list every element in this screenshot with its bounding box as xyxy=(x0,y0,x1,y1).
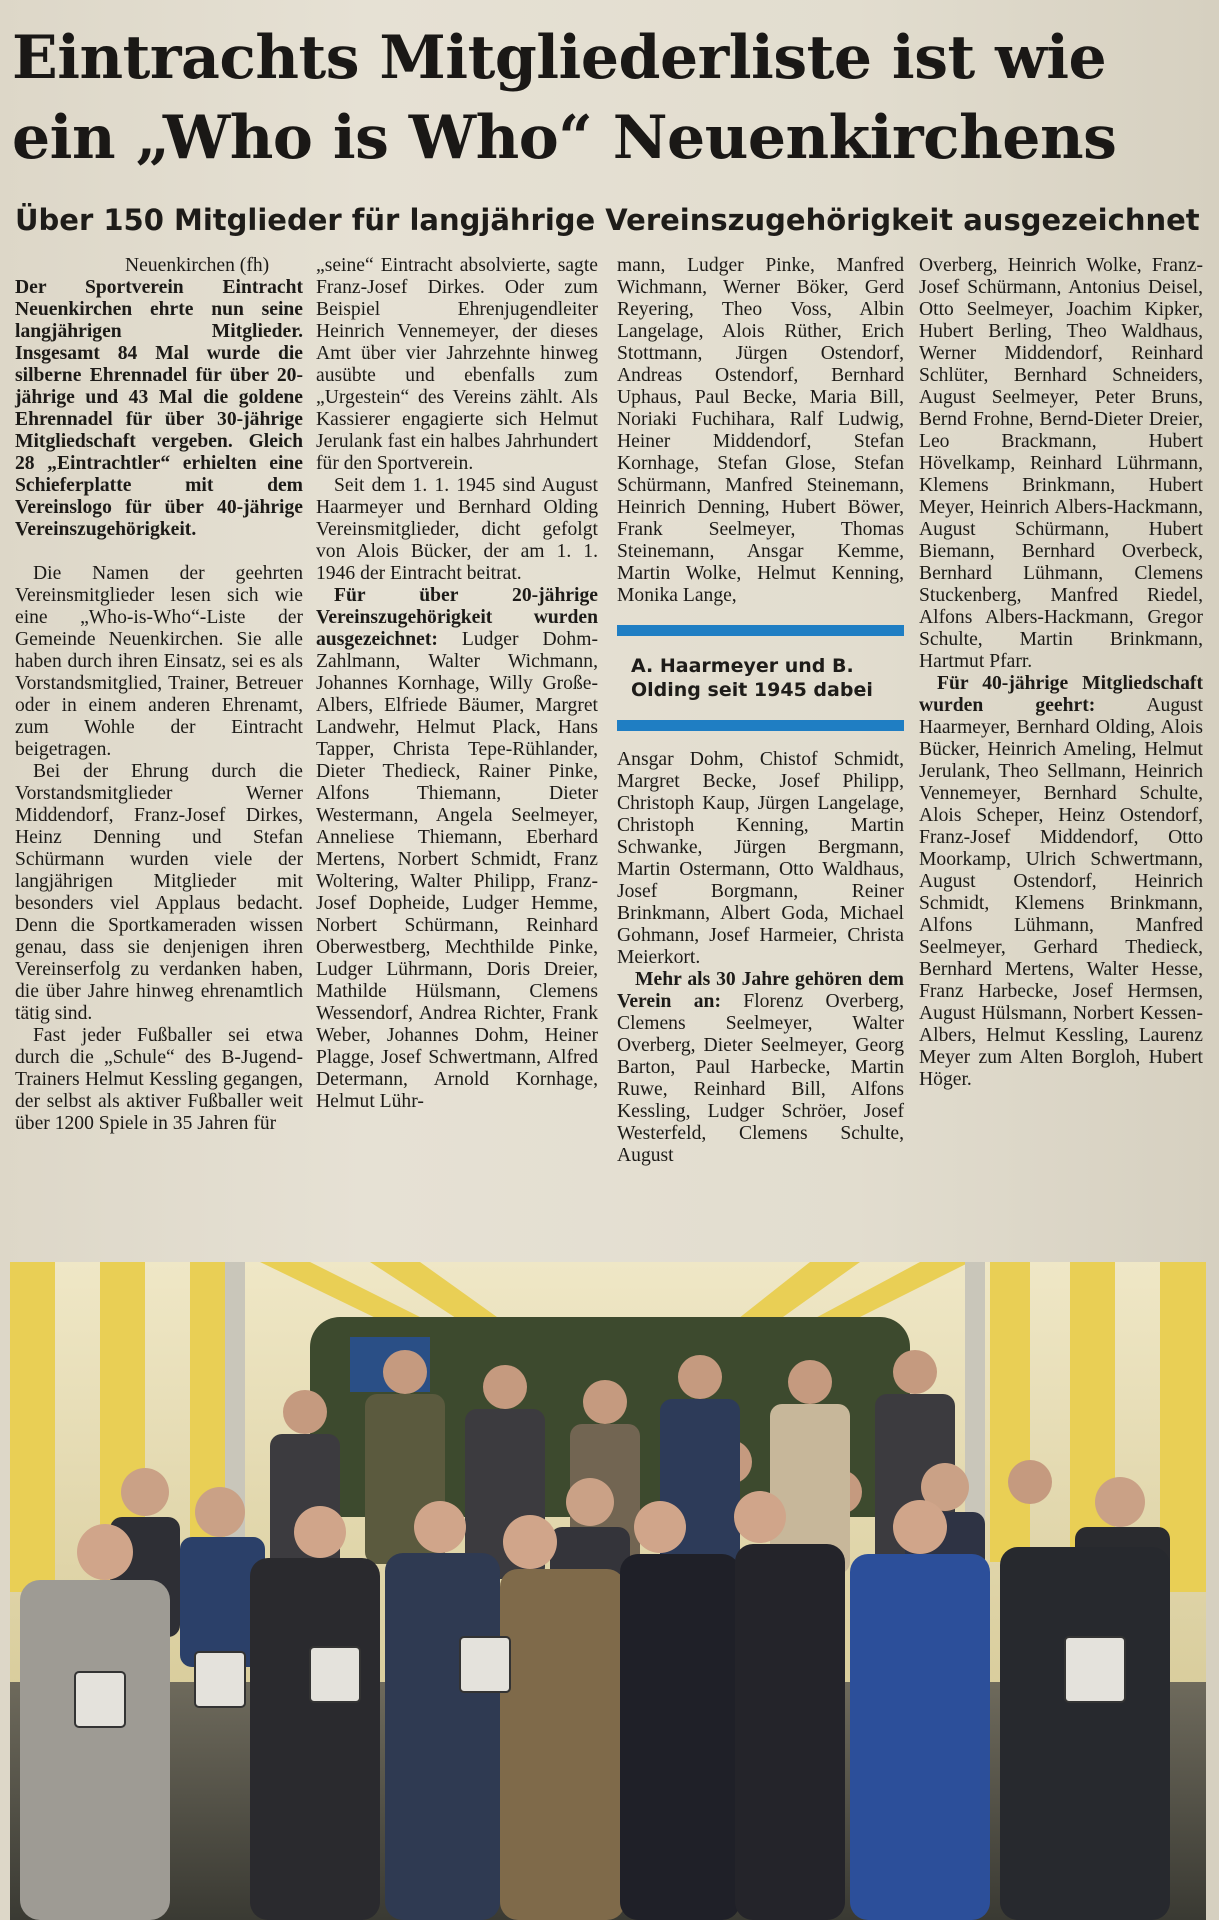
list-30-names: Florenz Overberg, Clemens Seelmeyer, Walter Overberg, Dieter Seelmeyer, Georg Barton, Paul Harbecke, Martin Ruwe, Reinhard Bill, Alfons Kessling, Ludger Schröer, Josef Westerfeld, Clemens Schulte, August xyxy=(617,991,904,1166)
body-paragraph-3: Fast jeder Fußballer sei etwa durch die „Schule“ des B-Jugend-Trainers Helmut Kessling gegangen, der selbst als aktiver Fußballer weit über 1200 Spiele in 35 Jahren für xyxy=(15,1025,303,1134)
column-2 xyxy=(316,255,598,1113)
group-photo-illustration xyxy=(10,1262,1206,1920)
group-photo xyxy=(10,1262,1206,1920)
list-30-continued: Overberg, Heinrich Wolke, Franz-Josef Schürmann, Antonius Deisel, Otto Seelmeyer, Joachim Kipker, Hubert Berling, Theo Waldhaus, Werner Middendorf, Reinhard Schlüter, Bernhard Schneiders, August Seelmeyer, Peter Bruns, Bernd Frohne, Bernd-Dieter Dreier, Leo Brackmann, Hubert Hövelkamp, Reinhard Lührmann, Klemens Brinkmann, Hubert Meyer, Heinrich Albers-Hackmann, August Schürmann, Hubert Biemann, Bernhard Overbeck, Bernhard Lühmann, Clemens Stuckenberg, Manfred Riedel, Alfons Albers-Hackmann, Gregor Schulte, Martin Brinkmann, Hartmut Pfarr. xyxy=(919,255,1203,672)
body-paragraph-1: Die Namen der geehrten Vereinsmitglieder lesen sich wie eine „Who-is-Who“-Liste der Gemeinde Neuenkirchen. Sie alle haben durch ihren Einsatz, sei es als Vorstandsmitglied, Trainer, Betreuer oder in einem anderen Ehrenamt, zum Wohle der Eintracht beigetragen. xyxy=(15,563,303,760)
pull-quote-top-bar xyxy=(617,625,904,636)
list-40-names: August Haarmeyer, Bernhard Olding, Alois Bücker, Heinrich Ameling, Helmut Jerulank, Theo Sellmann, Heinrich Vennemeyer, Bernhard Schulte, Alois Scheper, Heinz Ostendorf, Franz-Josef Middendorf, Otto Moorkamp, Ulrich Schwertmann, August Ostendorf, Heinrich Schmidt, Klemens Brinkmann, Alfons Lühmann, Manfred Seelmeyer, Gerhard Thedieck, Bernhard Mertens, Walter Hesse, Franz Harbecke, Josef Hermsen, August Hülsmann, Norbert Kessen-Albers, Helmut Kessling, Laurenz Meyer zum Alten Borgloh, Hubert Höger. xyxy=(919,695,1203,1090)
dateline: Neuenkirchen (fh) xyxy=(125,255,270,276)
list-40-years xyxy=(919,673,1203,1091)
list-20-years xyxy=(316,585,598,1113)
pull-quote-text: A. Haarmeyer und B. Olding seit 1945 dabei xyxy=(631,655,873,701)
lead-text: Der Sportverein Eintracht Neuenkirchen ehrte nun seine langjährigen Mitglieder. Insgesamt 84 Mal wurde die silberne Ehrennadel für über 20-jährige und 43 Mal die goldene Ehrennadel für über 30-jährige Mitgliedschaft vergeben. Gleich 28 „Eintrachtler“ erhielten eine Schieferplatte mit dem Vereinslogo für über 40-jährige Vereinszugehörigkeit. xyxy=(15,277,303,540)
headline: Eintrachts Mitgliederliste ist wie ein „Who is Who“ Neuenkirchens xyxy=(12,23,1117,173)
body-paragraph-2: Bei der Ehrung durch die Vorstandsmitglieder Werner Middendorf, Franz-Josef Dirkes, Heinz Denning und Stefan Schürmann wurden viele der langjährigen Mitglieder mit besonders viel Applaus bedacht. Denn die Sportkameraden wissen genau, dass sie denjenigen ihren Vereinserfolg zu verdanken haben, die über Jahre hinweg ehrenamtlich tätig sind. xyxy=(15,761,303,1024)
list-30-heading: Mehr als 30 Jahre gehören dem Verein an: xyxy=(617,969,904,1012)
column-4 xyxy=(919,255,1203,1091)
body-paragraph-4: „seine“ Eintracht absolvierte, sagte Franz-Josef Dirkes. Oder zum Beispiel Ehrenjugendleiter Heinrich Vennemeyer, der dieses Amt über vier Jahrzehnte hinweg ausübte und ebenfalls zum „Urgestein“ des Vereins zählt. Als Kassierer engagierte sich Helmut Jerulank fast ein halbes Jahrhundert für den Sportverein. xyxy=(316,255,598,474)
list-30-years xyxy=(617,969,904,1167)
body-paragraph-5: Seit dem 1. 1. 1945 sind August Haarmeyer und Bernhard Olding Vereinsmitglieder, dicht gefolgt von Alois Bücker, der am 1. 1. 1946 der Eintracht beitrat. xyxy=(316,475,598,584)
subheadline: Über 150 Mitglieder für langjährige Vereinszugehörigkeit ausgezeichnet xyxy=(15,203,1200,237)
list-20-continued-2: Ansgar Dohm, Chistof Schmidt, Margret Becke, Josef Philipp, Christoph Kaup, Jürgen Langelage, Christoph Kenning, Martin Schwanke, Jürgen Bergmann, Martin Ostermann, Otto Waldhaus, Josef Borgmann, Reiner Brinkmann, Albert Goda, Michael Gohmann, Josef Harmeier, Christa Meierkort. xyxy=(617,749,904,968)
pull-quote xyxy=(617,625,904,731)
lead-paragraph xyxy=(15,255,303,541)
column-1 xyxy=(15,255,303,1135)
list-20-names: Ludger Dohm-Zahlmann, Walter Wichmann, Johannes Kornhage, Willy Große-Albers, Elfriede Bäumer, Margret Landwehr, Helmut Plack, Hans Tapper, Christa Tepe-Rühlander, Dieter Thedieck, Rainer Pinke, Alfons Thiemann, Dieter Westermann, Angela Seelmeyer, Anneliese Thiemann, Eberhard Mertens, Norbert Schmidt, Franz Woltering, Walter Philipp, Franz-Josef Dopheide, Ludger Hemme, Norbert Schürmann, Reinhard Oberwestberg, Mechthilde Pinke, Ludger Lührmann, Doris Dreier, Mathilde Hülsmann, Clemens Wessendorf, Andrea Richter, Frank Weber, Johannes Dohm, Heiner Plagge, Josef Schwertmann, Alfred Determann, Arnold Kornhage, Helmut Lühr- xyxy=(316,629,598,1112)
column-3 xyxy=(617,255,904,1167)
pull-quote-bottom-bar xyxy=(617,720,904,731)
list-20-heading: Für über 20-jährige Vereinszugehörigkeit wurden ausgezeichnet: xyxy=(316,585,598,650)
list-20-continued-1: mann, Ludger Pinke, Manfred Wichmann, Werner Böker, Gerd Reyering, Theo Voss, Albin Langelage, Alois Rüther, Erich Stottmann, Jürgen Ostendorf, Andreas Ostendorf, Bernhard Uphaus, Paul Becke, Maria Bill, Noriaki Fuchihara, Ralf Ludwig, Heiner Middendorf, Stefan Kornhage, Stefan Glose, Stefan Schürmann, Manfred Steinemann, Heinrich Denning, Hubert Böwer, Frank Seelmeyer, Thomas Steinemann, Ansgar Kemme, Martin Wolke, Helmut Kenning, Monika Lange, xyxy=(617,255,904,606)
list-40-heading: Für 40-jährige Mitgliedschaft wurden geehrt: xyxy=(919,673,1203,716)
